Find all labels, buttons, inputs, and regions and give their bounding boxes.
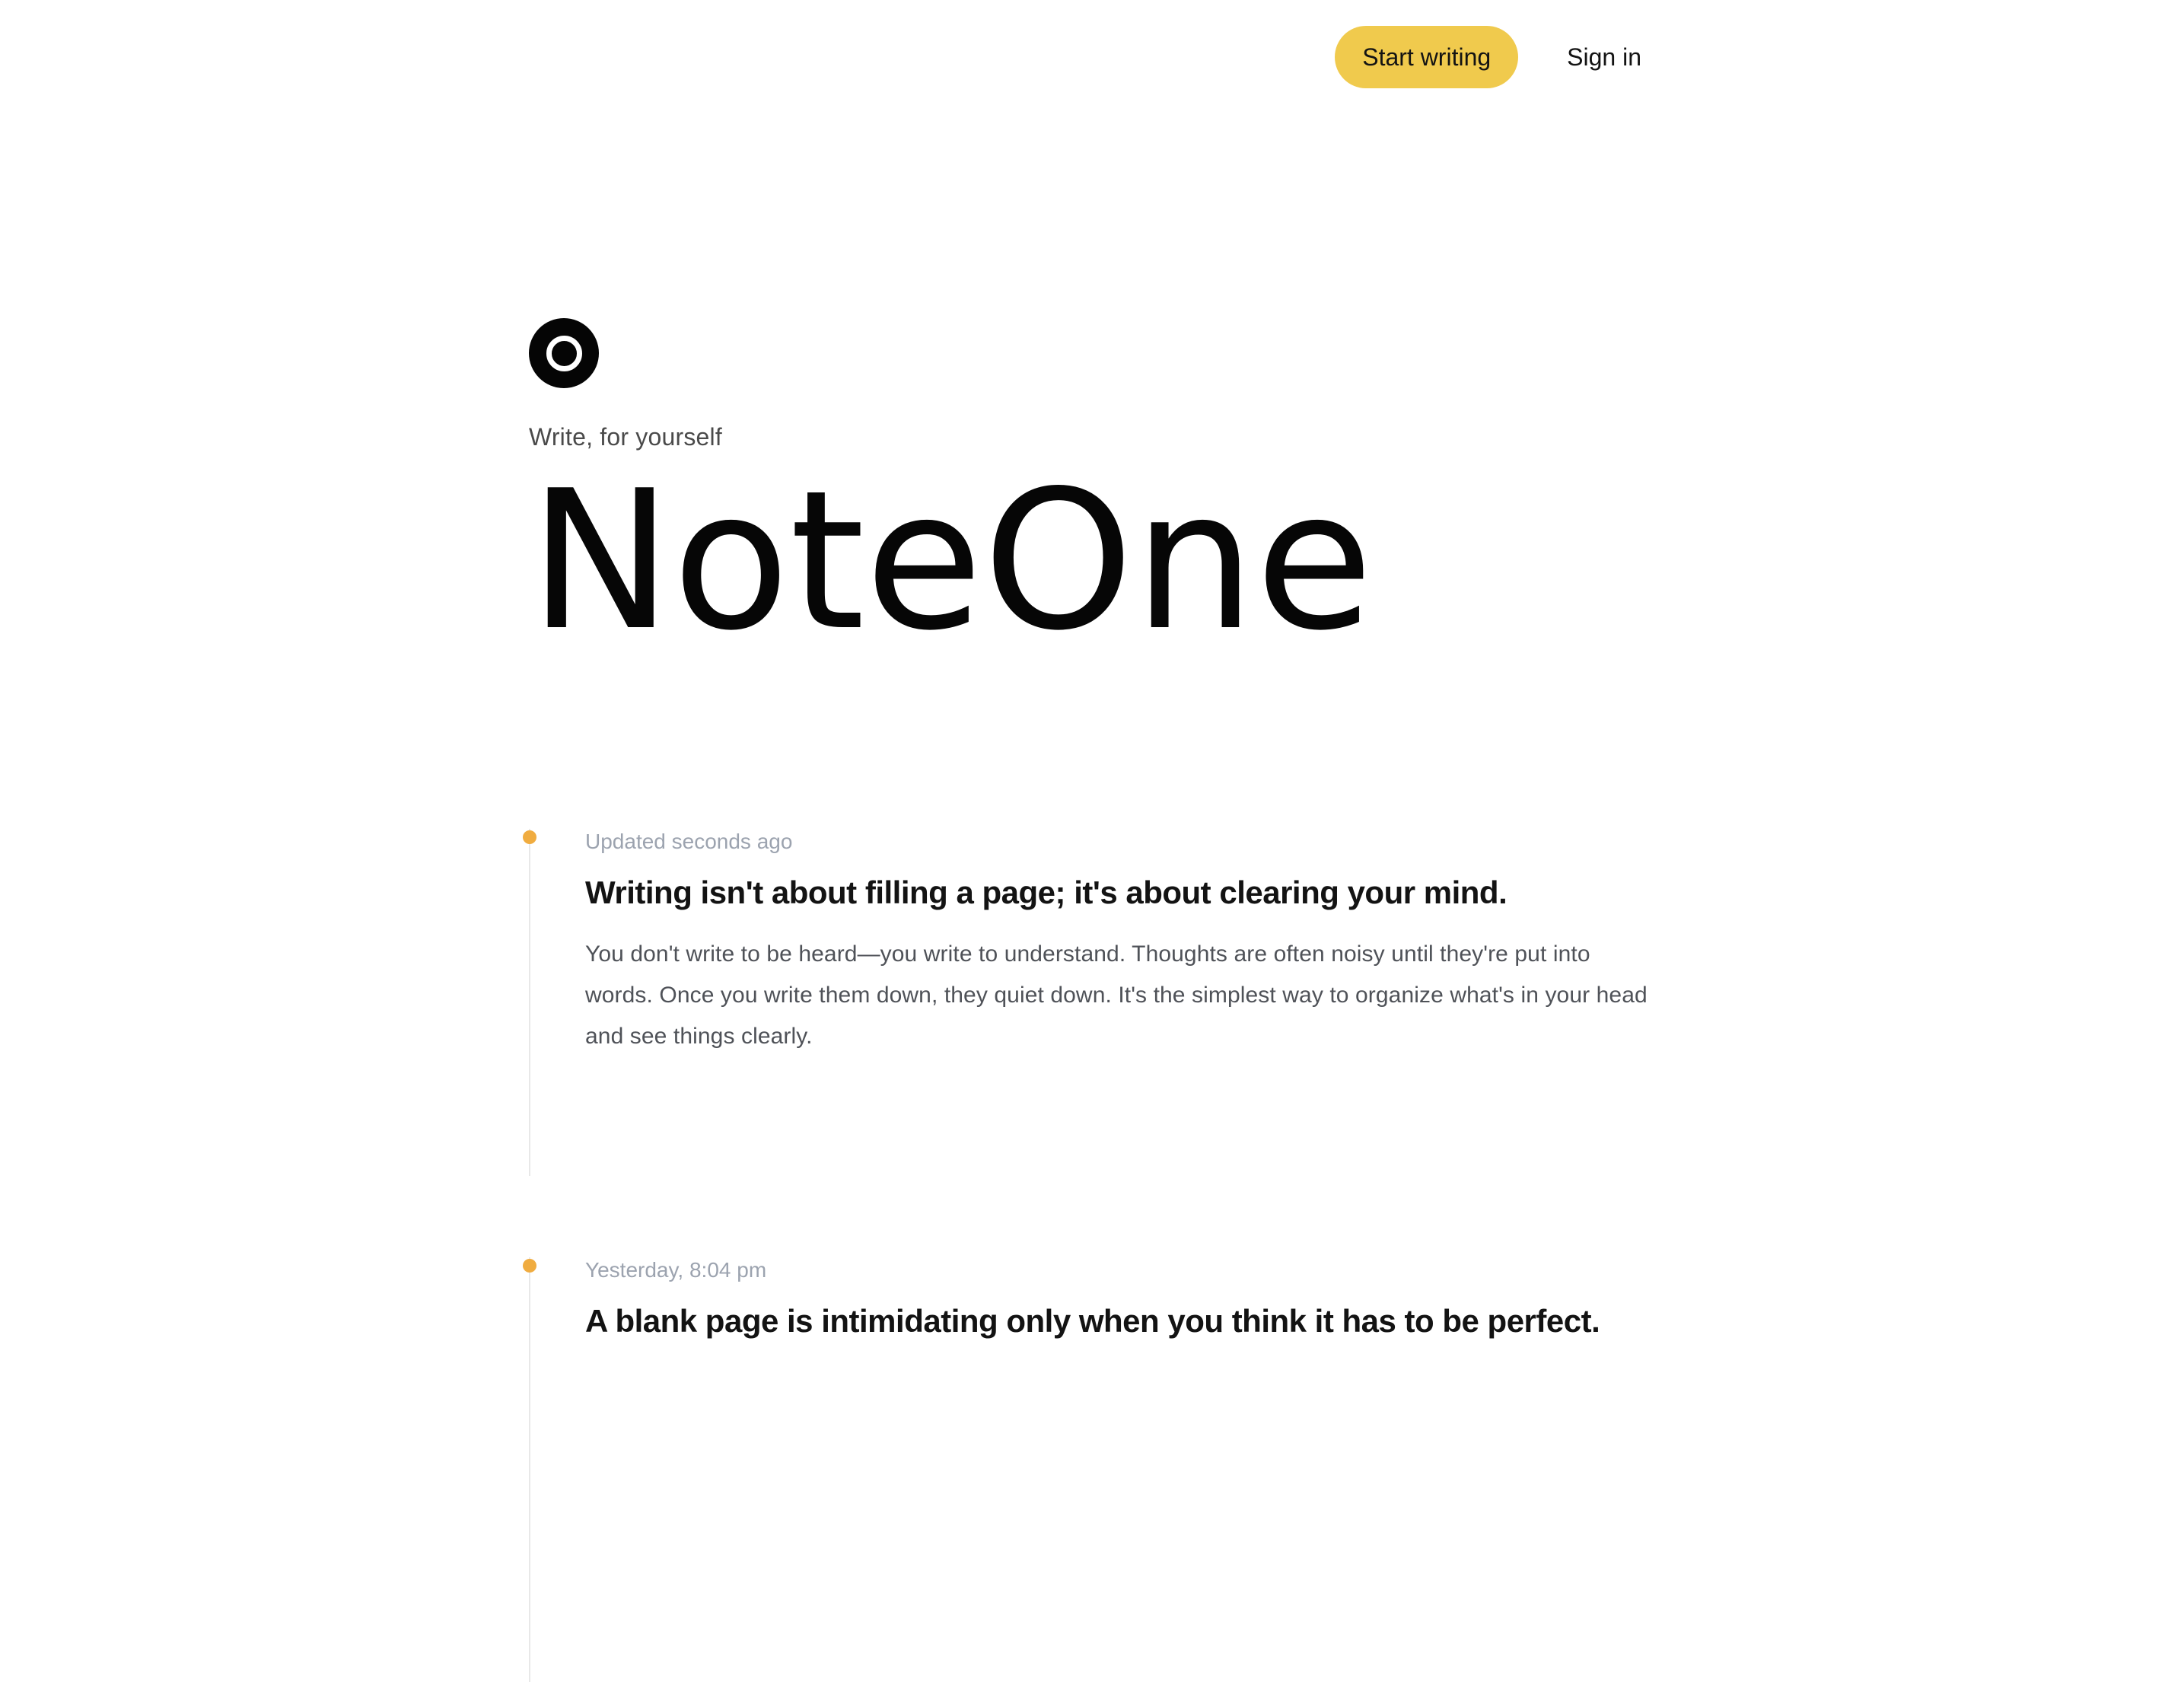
note-item — [529, 829, 1655, 1176]
note-title: A blank page is intimidating only when you think it has to be perfect. — [585, 1303, 1600, 1339]
notes-timeline — [529, 829, 1655, 1682]
content-column — [529, 26, 1655, 1682]
note-body: You don't write to be heard—you write to understand. Thoughts are often noisy until they're put into words. Once you write them down, they quiet down. It's the simplest way to organize what's in your head and see things clearly. — [585, 941, 1648, 1049]
note-timestamp: Updated seconds ago — [585, 830, 793, 853]
timeline-dot-icon — [523, 1259, 536, 1273]
timeline-dot-icon — [523, 830, 536, 844]
noteone-logo — [529, 318, 599, 388]
note-title: Writing isn't about filling a page; it's about clearing your mind. — [585, 874, 1507, 910]
header — [529, 26, 1655, 88]
sign-in-link[interactable]: Sign in — [1567, 43, 1641, 71]
circle-ring-icon — [546, 336, 582, 371]
note-timestamp: Yesterday, 8:04 pm — [585, 1258, 767, 1282]
start-writing-button[interactable]: Start writing — [1335, 26, 1518, 88]
tagline: Write, for yourself — [529, 423, 722, 451]
note-item — [529, 1257, 1655, 1682]
page-title: NoteOne — [529, 450, 1374, 673]
